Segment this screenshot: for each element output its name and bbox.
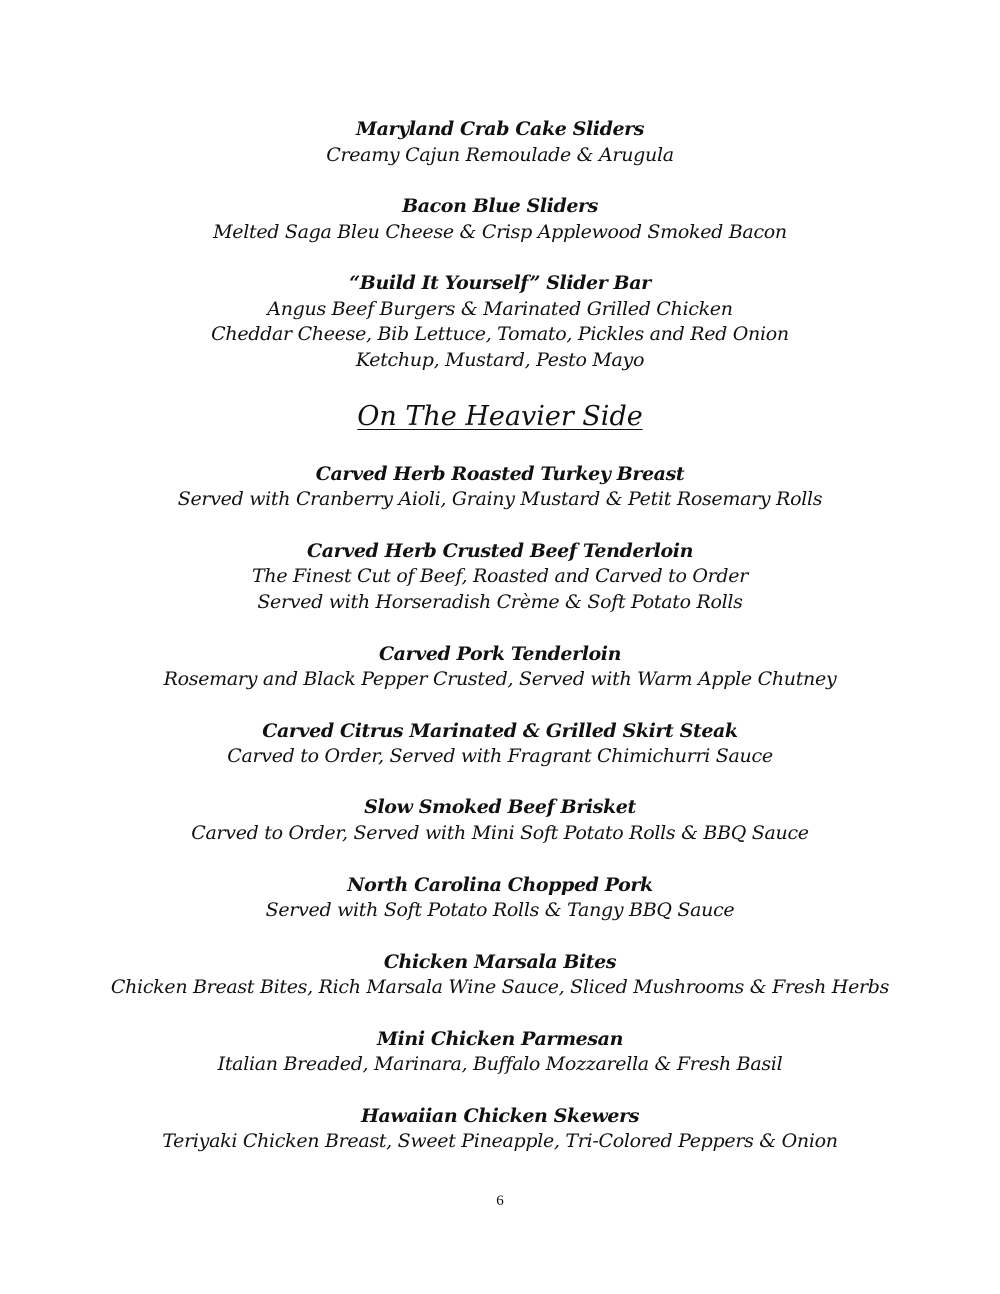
menu-item-description: Teriyaki Chicken Breast, Sweet Pineapple, Tri-Colored Peppers & Onion <box>162 1130 838 1152</box>
menu-item-title: Slow Smoked Beef Brisket <box>364 796 636 818</box>
menu-item-description: The Finest Cut of Beef, Roasted and Carved to Order <box>252 565 748 587</box>
menu-item-title: Maryland Crab Cake Sliders <box>355 118 645 140</box>
menu-item-title: Carved Herb Roasted Turkey Breast <box>315 463 685 485</box>
menu-item-description: Rosemary and Black Pepper Crusted, Served with Warm Apple Chutney <box>163 668 837 690</box>
menu-item-title: North Carolina Chopped Pork <box>347 874 653 896</box>
menu-item-description: Angus Beef Burgers & Marinated Grilled Chicken <box>267 298 733 320</box>
menu-item-title: Hawaiian Chicken Skewers <box>360 1105 640 1127</box>
menu-item-description: Chicken Breast Bites, Rich Marsala Wine Sauce, Sliced Mushrooms & Fresh Herbs <box>110 976 890 998</box>
menu-item-description: Served with Horseradish Crème & Soft Potato Rolls <box>257 591 743 613</box>
menu-item-description: Creamy Cajun Remoulade & Arugula <box>326 144 674 166</box>
menu-item-title: Chicken Marsala Bites <box>383 951 617 973</box>
menu-item-description: Carved to Order, Served with Fragrant Chimichurri Sauce <box>227 745 773 767</box>
section-heading: On The Heavier Side <box>357 401 643 432</box>
menu-item-description: Carved to Order, Served with Mini Soft Potato Rolls & BBQ Sauce <box>191 822 809 844</box>
menu-item-title: Carved Citrus Marinated & Grilled Skirt Steak <box>262 720 738 742</box>
menu-item-title: Bacon Blue Sliders <box>402 195 598 217</box>
menu-item-title: Carved Herb Crusted Beef Tenderloin <box>306 540 694 562</box>
menu-item-description: Melted Saga Bleu Cheese & Crisp Applewood Smoked Bacon <box>213 221 787 243</box>
menu-item-title: “Build It Yourself” Slider Bar <box>349 272 651 294</box>
menu-item-description: Served with Cranberry Aioli, Grainy Mustard & Petit Rosemary Rolls <box>177 488 823 510</box>
menu-item-description: Served with Soft Potato Rolls & Tangy BBQ Sauce <box>265 899 735 921</box>
menu-item-description: Ketchup, Mustard, Pesto Mayo <box>355 349 645 371</box>
menu-item-description: Cheddar Cheese, Bib Lettuce, Tomato, Pickles and Red Onion <box>211 323 789 345</box>
menu-item-description: Italian Breaded, Marinara, Buffalo Mozzarella & Fresh Basil <box>217 1053 783 1075</box>
menu-item-title: Mini Chicken Parmesan <box>376 1028 623 1050</box>
menu-item-title: Carved Pork Tenderloin <box>378 643 622 665</box>
page-number: 6 <box>496 1193 504 1209</box>
